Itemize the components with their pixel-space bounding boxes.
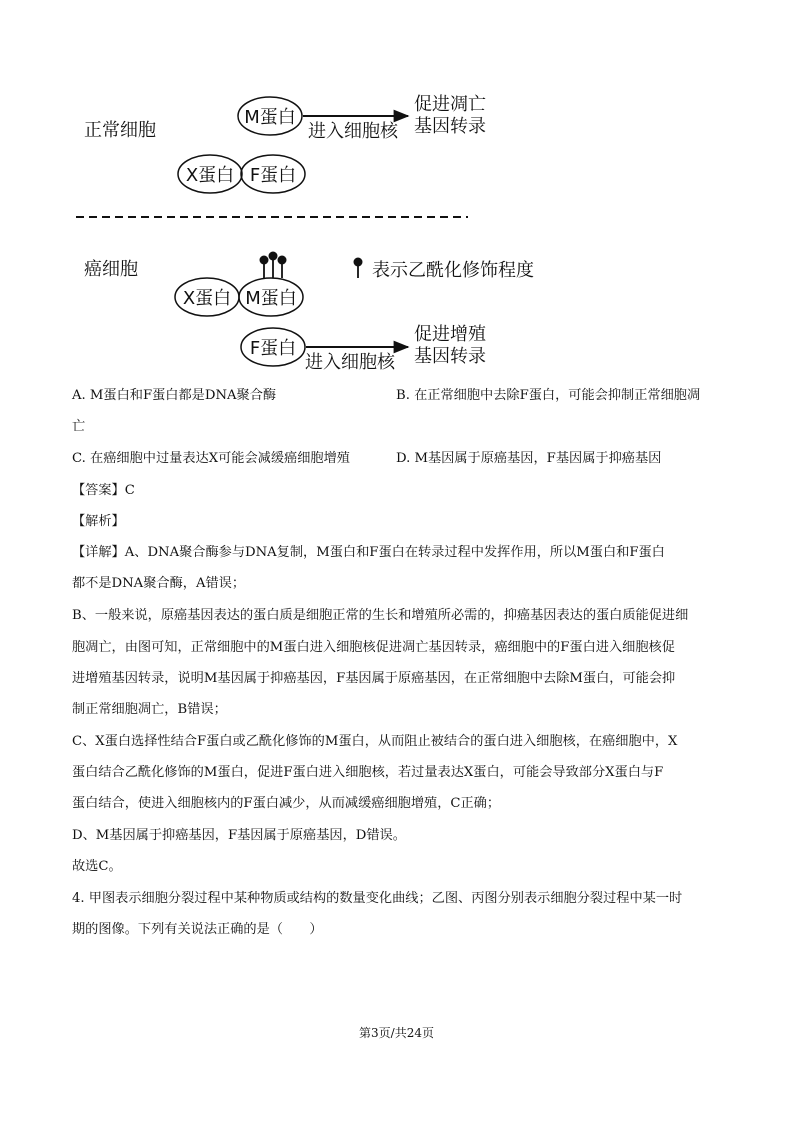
explanation-line: 蛋白结合乙酰化修饰的M蛋白，促进F蛋白进入细胞核，若过量表达X蛋白，可能会导致部分X蛋白与F [72,765,664,780]
question-4-line: 期的图像。下列有关说法正确的是（ ） [72,922,323,937]
explanation-line: 胞凋亡，由图可知，正常细胞中的M蛋白进入细胞核促进凋亡基因转录，癌细胞中的F蛋白进入细胞核促 [72,640,675,655]
enter-nucleus-label-normal: 进入细胞核 [308,121,398,142]
acetylation-pins [260,252,287,279]
m-protein-label-normal: M蛋白 [244,107,296,128]
cancer-cell-label: 癌细胞 [84,259,138,280]
explanation-line: 制正常细胞凋亡，B错误； [72,702,227,717]
option-b: B. 在正常细胞中去除F蛋白，可能会抑制正常细胞凋 [396,388,701,403]
analysis-label: 【解析】 [72,514,125,529]
normal-target-line2: 基因转录 [414,116,486,137]
question-4-line: 4. 甲图表示细胞分裂过程中某种物质或结构的数量变化曲线；乙图、丙图分别表示细胞分裂过程中某一时 [72,891,683,906]
option-b-continued: 亡 [72,419,86,434]
option-c: C. 在癌细胞中过量表达X可能会减缓癌细胞增殖 [72,451,350,466]
protein-diagram [70,82,570,382]
option-d: D. M基因属于原癌基因，F基因属于抑癌基因 [396,451,662,466]
normal-target-line1: 促进凋亡 [414,94,486,115]
x-protein-label-cancer: X蛋白 [182,288,232,309]
legend-text: 表示乙酰化修饰程度 [372,260,534,281]
normal-cell-label: 正常细胞 [84,120,156,141]
pin-legend-icon [354,258,363,279]
enter-nucleus-label-cancer: 进入细胞核 [305,352,395,373]
explanation-line: C、X蛋白选择性结合F蛋白或乙酰化修饰的M蛋白，从而阻止被结合的蛋白进入细胞核，在癌细胞中，X [72,734,678,749]
explanation-line: D、M基因属于抑癌基因，F基因属于原癌基因，D错误。 [72,828,406,843]
m-protein-label-cancer: M蛋白 [245,288,297,309]
answer-label: 【答案】C [72,483,135,498]
x-protein-label-normal: X蛋白 [185,165,235,186]
explanation-line: 【详解】A、DNA聚合酶参与DNA复制，M蛋白和F蛋白在转录过程中发挥作用，所以M蛋白和F蛋白 [72,545,665,560]
cancer-target-line2: 基因转录 [414,346,486,367]
explanation-line: 蛋白结合，使进入细胞核内的F蛋白减少，从而减缓癌细胞增殖，C正确； [72,796,501,811]
option-a: A. M蛋白和F蛋白都是DNA聚合酶 [72,388,277,403]
f-protein-label-cancer: F蛋白 [249,338,297,359]
page-footer: 第3页/共24页 [359,1026,434,1040]
explanation-line: 进增殖基因转录，说明M基因属于抑癌基因，F基因属于原癌基因，在正常细胞中去除M蛋白，可能会抑 [72,671,676,686]
explanation-line: B、一般来说，原癌基因表达的蛋白质是细胞正常的生长和增殖所必需的，抑癌基因表达的蛋白质能促进细 [72,608,689,623]
cancer-target-line1: 促进增殖 [414,324,486,345]
explanation-line: 故选C。 [72,859,122,874]
explanation-line: 都不是DNA聚合酶，A错误； [72,576,246,591]
f-protein-label-normal: F蛋白 [249,165,297,186]
